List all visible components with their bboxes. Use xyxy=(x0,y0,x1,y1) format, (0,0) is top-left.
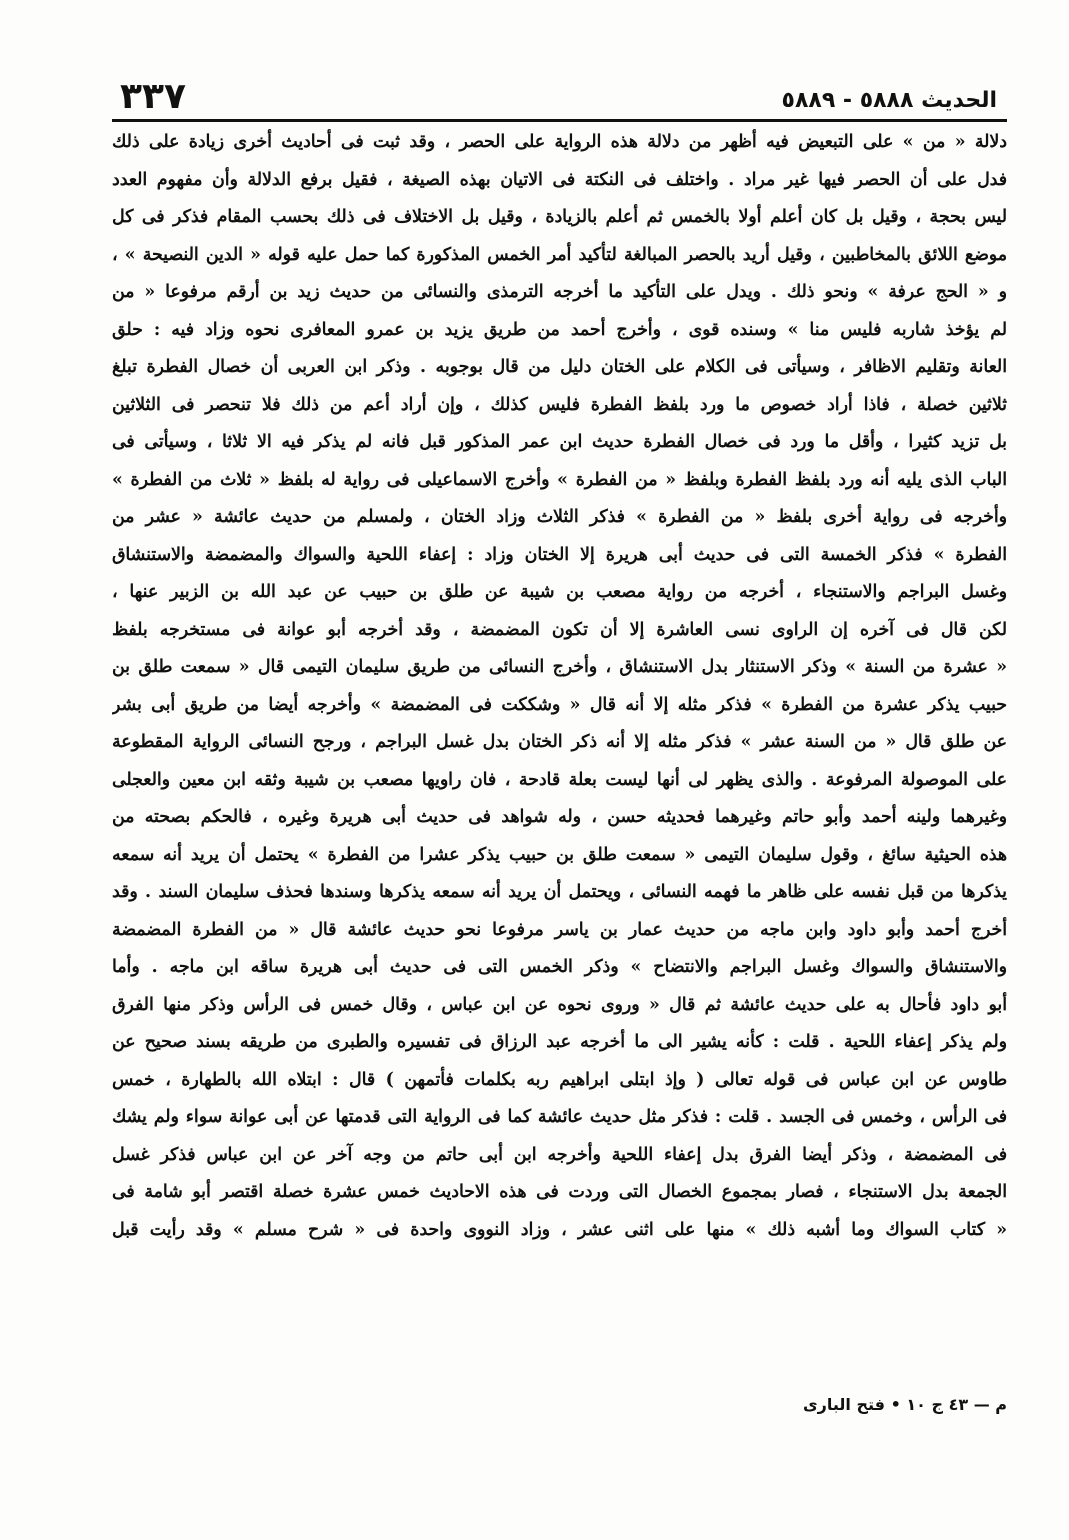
text-line: الباب الذى يليه أنه ورد بلفظ الفطرة وبلفظ « من الفطرة » وأخرج الاسماعيلى فى رواية له بلفظ « ثلاث من الفطرة » xyxy=(112,469,1007,490)
text-line: العانة وتقليم الاظافر ، وسيأتى فى الكلام على الختان دليل من قال بوجوبه . وذكر ابن العربى أن خصال الفطرة تبلغ xyxy=(112,357,1007,377)
text-line: ثلاثين خصلة ، فاذا أراد خصوص ما ورد بلفظ الفطرة فليس كذلك ، وإن أراد أعم من ذلك فلا تنحصر فى الثلاثين xyxy=(112,394,1007,415)
text-line: و « الحج عرفة » ونحو ذلك . ويدل على التأكيد ما أخرجه الترمذى والنسائى من حديث زيد بن أرقم مرفوعا « من xyxy=(112,282,1007,302)
page-number: ٣٣٧ xyxy=(120,76,186,117)
text-line: حبيب يذكر عشرة من الفطرة » فذكر مثله إلا أنه قال « وشككت فى المضمضة » وأخرجه أيضا من طريق أبى بشر xyxy=(112,694,1007,715)
text-line: هذه الحيثية سائغ ، وقول سليمان التيمى « سمعت طلق بن حبيب يذكر عشرا من الفطرة » يحتمل أن يريد أنه سمعه xyxy=(112,844,1007,865)
signature-mark: م — ٤٣ ج ١٠ • فتح البارى xyxy=(803,1395,1007,1414)
text-line: على الموصولة المرفوعة . والذى يظهر لى أنها ليست بعلة قادحة ، فان راويها مصعب بن شيبة وثقه ابن معين والعجلى xyxy=(112,769,1007,790)
text-line: الجمعة بدل الاستنجاء ، فصار بمجموع الخصال التى وردت فى هذه الاحاديث خمس عشرة خصلة اقتصر أبو شامة فى xyxy=(112,1182,1007,1202)
text-line: ليس بحجة ، وقيل بل كان أعلم أولا بالخمس ثم أعلم بالزيادة ، وقيل بل الاختلاف فى ذلك بحسب المقام فذكر فى كل xyxy=(112,207,1007,227)
text-line: دلالة « من » على التبعيض فيه أظهر من دلالة هذه الرواية على الحصر ، وقد ثبت فى أحاديث أخرى زيادة على ذلك xyxy=(112,132,1007,152)
text-line: فى الرأس ، وخمس فى الجسد . قلت : فذكر مثل حديث عائشة كما فى الرواية التى قدمتها عن أبى عوانة سواء ولم يشك xyxy=(112,1107,1007,1127)
page-header xyxy=(120,70,997,118)
text-line: « عشرة من السنة » وذكر الاستنثار بدل الاستنشاق ، وأخرج النسائى من طريق سليمان التيمى قال « سمعت طلق بن xyxy=(112,657,1007,677)
text-line: عن طلق قال « من السنة عشر » فذكر مثله إلا أنه ذكر الختان بدل غسل البراجم ، ورجح النسائى الرواية المقطوعة xyxy=(112,732,1007,752)
text-line: أخرج أحمد وأبو داود وابن ماجه من حديث عمار بن ياسر مرفوعا نحو حديث عائشة قال « من الفطرة المضمضة xyxy=(112,919,1007,940)
text-line: والاستنشاق والسواك وغسل البراجم والانتضاح » وذكر الخمس التى فى حديث أبى هريرة ساقه ابن ماجه . وأما xyxy=(112,957,1007,977)
text-line: وغيرهما ولينه أحمد وأبو حاتم وغيرهما فحديثه حسن ، وله شواهد فى حديث أبى هريرة وغيره ، فالحكم بصحته من xyxy=(112,807,1007,827)
text-line: يذكرها من قبل نفسه على ظاهر ما فهمه النسائى ، ويحتمل أن يريد أنه سمعه يذكرها وسندها فحذف سليمان السند . وقد xyxy=(112,882,1007,902)
text-line: طاوس عن ابن عباس فى قوله تعالى ( وإذ ابتلى ابراهيم ربه بكلمات فأتمهن ) قال : ابتلاه الله بالطهارة ، خمس xyxy=(112,1069,1007,1090)
text-line: موضع اللائق بالمخاطبين ، وقيل أريد بالحصر المبالغة لتأكيد أمر الخمس المذكورة كما حمل عليه قوله « الدين النصيحة » ، xyxy=(112,244,1007,265)
text-line: فدل على أن الحصر فيها غير مراد . واختلف فى النكتة فى الاتيان بهذه الصيغة ، فقيل برفع الدلالة وأن مفهوم العدد xyxy=(112,169,1007,190)
text-line: وغسل البراجم والاستنجاء ، أخرجه من رواية مصعب بن شيبة عن طلق بن حبيب عن عبد الله بن الزبير عنها ، xyxy=(112,582,1007,602)
text-line: وأخرجه فى رواية أخرى بلفظ « من الفطرة » فذكر الثلاث وزاد الختان ، ولمسلم من حديث عائشة « عشر من xyxy=(112,507,1007,527)
text-line: الفطرة » فذكر الخمسة التى فى حديث أبى هريرة إلا الختان وزاد : إعفاء اللحية والسواك والمضمضة والاستنشاق xyxy=(112,544,1007,565)
text-line: بل تزيد كثيرا ، وأقل ما ورد فى خصال الفطرة حديث ابن عمر المذكور قبل فانه لم يذكر فيه الا ثلاثا ، وسيأتى فى xyxy=(112,432,1007,452)
text-line: لكن قال فى آخره إن الراوى نسى العاشرة إلا أن تكون المضمضة ، وقد أخرجه أبو عوانة فى مستخرجه بلفظ xyxy=(112,619,1007,640)
text-line: لم يؤخذ شاربه فليس منا » وسنده قوى ، وأخرج أحمد من طريق يزيد بن عمرو المعافرى نحوه وزاد فيه : حلق xyxy=(112,319,1007,340)
text-line: « كتاب السواك وما أشبه ذلك » منها على اثنى عشر ، وزاد النووى واحدة فى « شرح مسلم » وقد رأيت قبل xyxy=(112,1219,1007,1240)
text-line: أبو داود فأحال به على حديث عائشة ثم قال « وروى نحوه عن ابن عباس ، وقال خمس فى الرأس وذكر منها الفرق xyxy=(112,994,1007,1015)
text-body xyxy=(112,124,1007,1249)
header-rule xyxy=(112,119,1007,122)
text-line: ولم يذكر إعفاء اللحية . قلت : كأنه يشير الى ما أخرجه عبد الرزاق فى تفسيره والطبرى من طريقه بسند صحيح عن xyxy=(112,1032,1007,1052)
running-head: الحديث ٥٨٨٨ - ٥٨٨٩ xyxy=(781,88,997,113)
text-line: فى المضمضة ، وذكر أيضا الفرق بدل إعفاء اللحية وأخرجه ابن أبى حاتم من وجه آخر عن ابن عباس فذكر غسل xyxy=(112,1144,1007,1165)
